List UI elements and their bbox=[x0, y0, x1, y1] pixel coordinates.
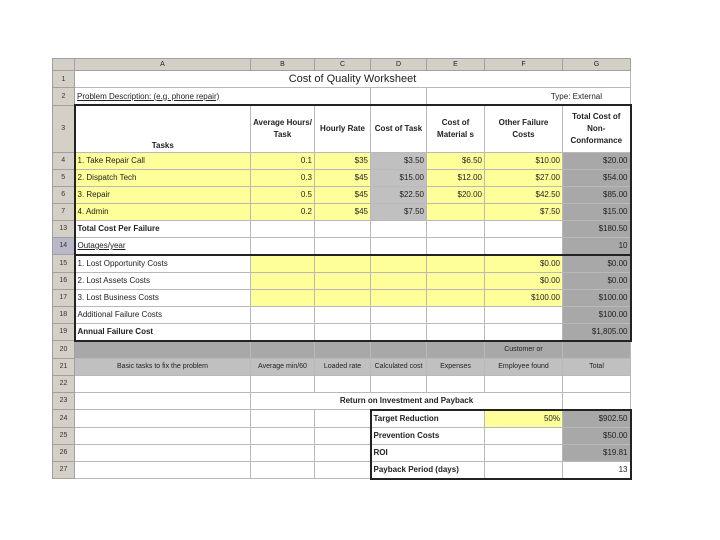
legend-cost[interactable]: Calculated cost bbox=[371, 358, 427, 375]
additional-failure-value[interactable]: $100.00 bbox=[563, 306, 631, 323]
legend-rate[interactable]: Loaded rate bbox=[315, 358, 371, 375]
lost-cost-input[interactable]: $0.00 bbox=[485, 272, 563, 289]
column-header-e[interactable]: E bbox=[427, 59, 485, 71]
lost-cost-total[interactable]: $0.00 bbox=[563, 272, 631, 289]
cell[interactable] bbox=[315, 306, 371, 323]
header-cost-of-materials[interactable]: Cost of Material s bbox=[427, 105, 485, 152]
task-hours-cell[interactable]: 0.5 bbox=[251, 186, 315, 203]
cell[interactable] bbox=[371, 375, 427, 392]
column-header-g[interactable]: G bbox=[563, 59, 631, 71]
roi-row bbox=[53, 427, 631, 444]
legend-hours[interactable]: Average min/60 bbox=[251, 358, 315, 375]
roi-value[interactable]: 13 bbox=[563, 461, 631, 479]
task-cost-cell[interactable]: $15.00 bbox=[371, 169, 427, 186]
roi-value[interactable]: $50.00 bbox=[563, 427, 631, 444]
cell[interactable] bbox=[427, 237, 485, 255]
type-cell[interactable]: Type: External bbox=[427, 88, 631, 106]
row-header[interactable]: 14 bbox=[53, 237, 75, 255]
cell[interactable] bbox=[315, 444, 371, 461]
cell[interactable] bbox=[427, 289, 485, 306]
task-materials-cell[interactable] bbox=[427, 203, 485, 220]
cell[interactable] bbox=[315, 289, 371, 306]
column-header-b[interactable]: B bbox=[251, 59, 315, 71]
sheet-row bbox=[53, 88, 631, 106]
cell[interactable] bbox=[485, 306, 563, 323]
cell[interactable] bbox=[75, 427, 251, 444]
total-cost-per-failure-value[interactable]: $180.50 bbox=[563, 220, 631, 237]
cell[interactable] bbox=[75, 444, 251, 461]
cell[interactable] bbox=[251, 410, 315, 428]
column-header-c[interactable]: C bbox=[315, 59, 371, 71]
task-row bbox=[53, 169, 631, 186]
task-total-cell[interactable]: $15.00 bbox=[563, 203, 631, 220]
roi-label[interactable]: Prevention Costs bbox=[371, 427, 485, 444]
cell[interactable] bbox=[563, 392, 631, 410]
cell[interactable] bbox=[315, 375, 371, 392]
cell[interactable] bbox=[371, 272, 427, 289]
legend-materials[interactable]: Expenses bbox=[427, 358, 485, 375]
task-hours-cell[interactable]: 0.2 bbox=[251, 203, 315, 220]
task-total-cell[interactable]: $85.00 bbox=[563, 186, 631, 203]
row-header[interactable]: 4 bbox=[53, 152, 75, 169]
worksheet-title[interactable]: Cost of Quality Worksheet bbox=[75, 71, 631, 88]
task-cost-cell[interactable]: $7.50 bbox=[371, 203, 427, 220]
task-row bbox=[53, 203, 631, 220]
cell[interactable] bbox=[371, 341, 427, 359]
header-avg-hours[interactable]: Average Hours/ Task bbox=[251, 105, 315, 152]
row-header[interactable]: 22 bbox=[53, 375, 75, 392]
header-total-cost[interactable]: Total Cost of Non-Conformance bbox=[563, 105, 631, 152]
roi-title[interactable]: Return on Investment and Payback bbox=[251, 392, 563, 410]
sheet-row bbox=[53, 220, 631, 237]
cell[interactable] bbox=[251, 220, 315, 237]
row-header[interactable]: 26 bbox=[53, 444, 75, 461]
target-reduction-input[interactable]: 50% bbox=[485, 410, 563, 428]
cell[interactable] bbox=[251, 323, 315, 341]
cell[interactable] bbox=[427, 341, 485, 359]
lost-cost-label[interactable]: 1. Lost Opportunity Costs bbox=[75, 255, 251, 273]
row-header[interactable]: 3 bbox=[53, 105, 75, 152]
cell[interactable] bbox=[315, 410, 371, 428]
cell[interactable] bbox=[315, 427, 371, 444]
task-other-cell[interactable]: $42.50 bbox=[485, 186, 563, 203]
task-name-cell[interactable]: 3. Repair bbox=[75, 186, 251, 203]
total-cost-per-failure-label[interactable]: Total Cost Per Failure bbox=[75, 220, 251, 237]
task-row bbox=[53, 186, 631, 203]
cell[interactable] bbox=[485, 220, 563, 237]
legend-other[interactable]: Employee found bbox=[485, 358, 563, 375]
row-header[interactable]: 23 bbox=[53, 392, 75, 410]
row-header[interactable]: 24 bbox=[53, 410, 75, 428]
lost-cost-total[interactable]: $100.00 bbox=[563, 289, 631, 306]
row-header[interactable]: 2 bbox=[53, 88, 75, 106]
task-other-cell[interactable]: $10.00 bbox=[485, 152, 563, 169]
annual-failure-value[interactable]: $1,805.00 bbox=[563, 323, 631, 341]
lost-cost-label[interactable]: 3. Lost Business Costs bbox=[75, 289, 251, 306]
cell[interactable] bbox=[485, 375, 563, 392]
task-name-cell[interactable]: 2. Dispatch Tech bbox=[75, 169, 251, 186]
cell[interactable] bbox=[75, 375, 251, 392]
column-header-f[interactable]: F bbox=[485, 59, 563, 71]
cell[interactable] bbox=[371, 220, 427, 237]
cell[interactable] bbox=[251, 444, 315, 461]
task-other-cell[interactable]: $7.50 bbox=[485, 203, 563, 220]
cell[interactable] bbox=[427, 375, 485, 392]
row-header[interactable]: 17 bbox=[53, 289, 75, 306]
row-header[interactable]: 18 bbox=[53, 306, 75, 323]
task-materials-cell[interactable]: $20.00 bbox=[427, 186, 485, 203]
row-header[interactable]: 16 bbox=[53, 272, 75, 289]
task-other-cell[interactable]: $27.00 bbox=[485, 169, 563, 186]
roi-row bbox=[53, 444, 631, 461]
outages-label[interactable]: Outages/year bbox=[75, 237, 251, 255]
cell[interactable] bbox=[485, 427, 563, 444]
cell[interactable] bbox=[75, 461, 251, 479]
cell[interactable] bbox=[315, 323, 371, 341]
task-cost-cell[interactable]: $22.50 bbox=[371, 186, 427, 203]
lost-cost-row bbox=[53, 255, 631, 273]
lost-cost-input[interactable]: $100.00 bbox=[485, 289, 563, 306]
row-header[interactable]: 27 bbox=[53, 461, 75, 479]
row-header[interactable]: 21 bbox=[53, 358, 75, 375]
lost-cost-row bbox=[53, 289, 631, 306]
select-all-corner[interactable] bbox=[53, 59, 75, 71]
cell[interactable] bbox=[427, 220, 485, 237]
column-header-d[interactable]: D bbox=[371, 59, 427, 71]
sheet-row bbox=[53, 105, 631, 152]
lost-cost-input[interactable]: $0.00 bbox=[485, 255, 563, 273]
roi-label[interactable]: ROI bbox=[371, 444, 485, 461]
cell[interactable] bbox=[427, 323, 485, 341]
cell[interactable] bbox=[251, 255, 315, 273]
cell[interactable] bbox=[75, 392, 251, 410]
task-name-cell[interactable]: 4. Admin bbox=[75, 203, 251, 220]
header-other-failure-costs[interactable]: Other Failure Costs bbox=[485, 105, 563, 152]
row-header[interactable]: 6 bbox=[53, 186, 75, 203]
row-header[interactable]: 20 bbox=[53, 341, 75, 359]
cell[interactable] bbox=[427, 306, 485, 323]
spreadsheet-grid bbox=[52, 58, 632, 480]
task-rate-cell[interactable]: $45 bbox=[315, 186, 371, 203]
cell[interactable] bbox=[371, 289, 427, 306]
row-header[interactable]: 1 bbox=[53, 71, 75, 88]
row-header[interactable]: 13 bbox=[53, 220, 75, 237]
cell[interactable] bbox=[251, 306, 315, 323]
sheet-row bbox=[53, 341, 631, 359]
row-header[interactable]: 7 bbox=[53, 203, 75, 220]
customer-or-cell[interactable]: Customer or bbox=[485, 341, 563, 359]
cell[interactable] bbox=[251, 341, 315, 359]
task-rate-cell[interactable]: $45 bbox=[315, 169, 371, 186]
lost-cost-label[interactable]: 2. Lost Assets Costs bbox=[75, 272, 251, 289]
cell[interactable] bbox=[315, 255, 371, 273]
task-total-cell[interactable]: $54.00 bbox=[563, 169, 631, 186]
cell[interactable] bbox=[563, 375, 631, 392]
sheet-row bbox=[53, 306, 631, 323]
roi-label[interactable]: Target Reduction bbox=[371, 410, 485, 428]
sheet-row bbox=[53, 375, 631, 392]
cell[interactable] bbox=[485, 237, 563, 255]
header-hourly-rate[interactable]: Hourly Rate bbox=[315, 105, 371, 152]
cell[interactable] bbox=[251, 289, 315, 306]
cell[interactable] bbox=[563, 341, 631, 359]
cell[interactable] bbox=[371, 88, 427, 106]
roi-row bbox=[53, 461, 631, 479]
task-name-cell[interactable]: 1. Take Repair Call bbox=[75, 152, 251, 169]
legend-row bbox=[53, 358, 631, 375]
cell[interactable] bbox=[371, 237, 427, 255]
cell[interactable] bbox=[251, 272, 315, 289]
roi-value[interactable]: $902.50 bbox=[563, 410, 631, 428]
header-cost-of-task[interactable]: Cost of Task bbox=[371, 105, 427, 152]
cell[interactable] bbox=[485, 323, 563, 341]
problem-description-cell[interactable]: Problem Description: (e.g. phone repair) bbox=[75, 88, 371, 106]
task-hours-cell[interactable]: 0.3 bbox=[251, 169, 315, 186]
task-row bbox=[53, 152, 631, 169]
header-tasks[interactable]: Tasks bbox=[75, 105, 251, 152]
cell[interactable] bbox=[427, 272, 485, 289]
cell[interactable] bbox=[485, 461, 563, 479]
sheet-row bbox=[53, 237, 631, 255]
cell[interactable] bbox=[315, 461, 371, 479]
row-header[interactable]: 19 bbox=[53, 323, 75, 341]
task-rate-cell[interactable]: $45 bbox=[315, 203, 371, 220]
roi-row bbox=[53, 410, 631, 428]
column-header-row bbox=[53, 59, 631, 71]
lost-cost-row bbox=[53, 272, 631, 289]
task-materials-cell[interactable]: $12.00 bbox=[427, 169, 485, 186]
cell[interactable] bbox=[315, 341, 371, 359]
row-header[interactable]: 5 bbox=[53, 169, 75, 186]
cell[interactable] bbox=[251, 375, 315, 392]
cell[interactable] bbox=[315, 220, 371, 237]
cell[interactable] bbox=[251, 427, 315, 444]
cell[interactable] bbox=[315, 272, 371, 289]
sheet-row bbox=[53, 323, 631, 341]
row-header[interactable]: 15 bbox=[53, 255, 75, 273]
sheet-row bbox=[53, 392, 631, 410]
task-materials-cell[interactable]: $6.50 bbox=[427, 152, 485, 169]
sheet-row bbox=[53, 71, 631, 88]
cell[interactable] bbox=[251, 237, 315, 255]
cell[interactable] bbox=[315, 237, 371, 255]
cell[interactable] bbox=[371, 323, 427, 341]
cell[interactable] bbox=[251, 461, 315, 479]
task-total-cell[interactable]: $20.00 bbox=[563, 152, 631, 169]
annual-failure-label[interactable]: Annual Failure Cost bbox=[75, 323, 251, 341]
legend-total[interactable]: Total bbox=[563, 358, 631, 375]
cell[interactable] bbox=[485, 444, 563, 461]
cell[interactable] bbox=[371, 306, 427, 323]
outages-value[interactable]: 10 bbox=[563, 237, 631, 255]
task-rate-cell[interactable]: $35 bbox=[315, 152, 371, 169]
lost-cost-total[interactable]: $0.00 bbox=[563, 255, 631, 273]
cell[interactable] bbox=[427, 255, 485, 273]
cell[interactable] bbox=[75, 410, 251, 428]
cell[interactable] bbox=[371, 255, 427, 273]
additional-failure-label[interactable]: Additional Failure Costs bbox=[75, 306, 251, 323]
row-header[interactable]: 25 bbox=[53, 427, 75, 444]
roi-value[interactable]: $19.81 bbox=[563, 444, 631, 461]
cell[interactable] bbox=[75, 341, 251, 359]
legend-tasks[interactable]: Basic tasks to fix the problem bbox=[75, 358, 251, 375]
task-hours-cell[interactable]: 0.1 bbox=[251, 152, 315, 169]
roi-label[interactable]: Payback Period (days) bbox=[371, 461, 485, 479]
column-header-a[interactable]: A bbox=[75, 59, 251, 71]
task-cost-cell[interactable]: $3.50 bbox=[371, 152, 427, 169]
